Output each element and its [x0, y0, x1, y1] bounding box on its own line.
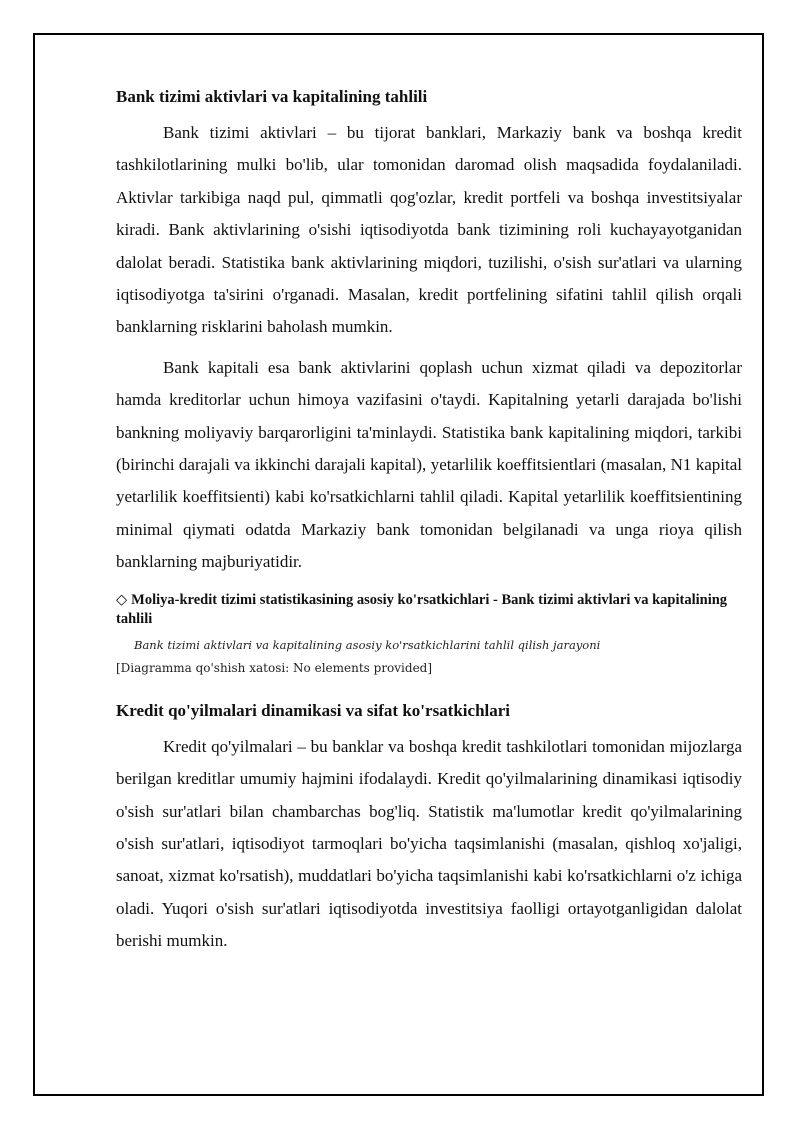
figure-subtitle: Bank tizimi aktivlari va kapitalining asosiy ko'rsatkichlarini tahlil qilish jarayoni	[134, 637, 601, 652]
document-body	[116, 85, 742, 966]
figure-title: Moliya-kredit tizimi statistikasining asosiy ko'rsatkichlari - Bank tizimi aktivlari va kapitalining tahlili	[116, 591, 728, 627]
diagram-error-message: [Diagramma qo'shish xatosi: No elements provided]	[116, 660, 433, 675]
paragraph-bank-capital: Bank kapitali esa bank aktivlarini qoplash uchun xizmat qiladi va depozitorlar hamda kreditorlar uchun himoya vazifasini o'taydi. Kapitalning yetarli darajada bo'lishi bankning moliyaviy barqarorligini ta'minlaydi. Statistika bank kapitalining miqdori, tarkibi (birinchi darajali va ikkinchi darajali kapital), yetarlilik koeffitsientlari (masalan, N1 kapital yetarlilik koeffitsienti) kabi ko'rsatkichlarni tahlil qiladi. Kapital yetarlilik koeffitsientining minimal qiymati odatda Markaziy bank tomonidan belgilanadi va unga rioya qilish banklarning majburiyatidir.	[116, 357, 742, 572]
diamond-icon: ◇	[116, 591, 128, 608]
section-heading-credit: Kredit qo'yilmalari dinamikasi va sifat ko'rsatkichlari	[116, 700, 511, 720]
figure-caption	[116, 591, 742, 629]
paragraph-credit: Kredit qo'yilmalari – bu banklar va boshqa kredit tashkilotlari tomonidan mijozlarga berilgan kreditlar umumiy hajmini ifodalaydi. Kredit qo'yilmalarining dinamikasi iqtisodiy o'sish sur'atlari bilan chambarchas bog'liq. Statistik ma'lumotlar kredit qo'yilmalarining o'sish sur'atlari, iqtisodiyot tarmoqlari bo'yicha taqsimlanishi (masalan, qishloq xo'jaligi, sanoat, xizmat ko'rsatish), muddatlari bo'yicha taqsimlanishi kabi ko'rsatkichlarni o'z ichiga oladi. Yuqori o'sish sur'atlari iqtisodiyotda investitsiya faolligi ortayotganligidan dalolat berishi mumkin.	[116, 736, 742, 951]
paragraph-bank-assets: Bank tizimi aktivlari – bu tijorat banklari, Markaziy bank va boshqa kredit tashkilotlarining mulki bo'lib, ular tomonidan daromad olish maqsadida foydalaniladi. Aktivlar tarkibiga naqd pul, qimmatli qog'ozlar, kredit portfeli va boshqa investitsiyalar kiradi. Bank aktivlarining o'sishi iqtisodiyotda bank tizimining roli kuchayayotganidan dalolat beradi. Statistika bank aktivlarining miqdori, tuzilishi, o'sish sur'atlari va ularning iqtisodiyotga ta'sirini o'rganadi. Masalan, kredit portfelining sifatini tahlil qilish orqali banklarning risklarini baholash mumkin.	[116, 123, 742, 337]
section-heading-bank-assets: Bank tizimi aktivlari va kapitalining tahlili	[116, 87, 428, 106]
